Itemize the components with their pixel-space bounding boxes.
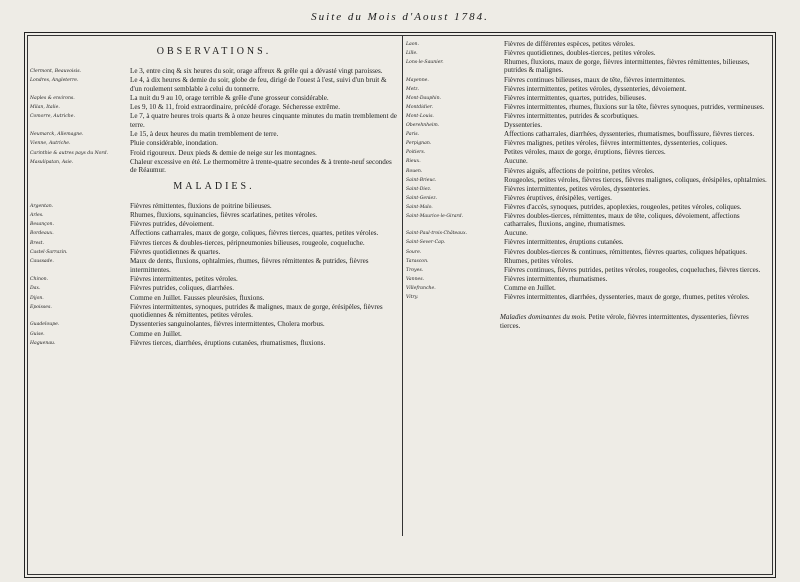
entry-text: Rhumes, petites véroles. — [504, 256, 574, 265]
place-name: Saint-Geniez. — [406, 195, 438, 201]
entry-row — [406, 238, 768, 246]
entry-text: Fièvres quotidiennes, doubles-tierces, petites véroles. — [504, 49, 656, 58]
dominant-diseases-note — [500, 313, 768, 330]
place-name: Montdidier. — [406, 104, 433, 110]
place-name: Saint-Paul-trois-Châteaux. — [406, 231, 468, 237]
dominant-diseases-text: Petite vérole, fièvres intermittentes, dyssenteries, fièvres tierces. — [500, 313, 749, 330]
place-name: Saint-Brieuc. — [406, 177, 437, 183]
entry-row — [30, 220, 398, 228]
place-name: Lille. — [406, 51, 418, 57]
observations-list — [30, 67, 398, 175]
place-name: Paris. — [406, 132, 420, 138]
entry-row — [30, 320, 398, 328]
entry-row — [406, 203, 768, 211]
entry-text: Le 15, à deux heures du matin tremblement de terre. — [130, 130, 279, 139]
entry-row — [406, 121, 768, 129]
entry-row — [406, 248, 768, 256]
place-name: Castel-Sarrazin. — [30, 250, 68, 256]
entry-text: Fièvres doubles-tierces & continues, rémittentes, fièvres quartes, coliques hépatiques. — [504, 247, 748, 256]
entry-row — [406, 40, 768, 48]
place-name: Vitry. — [406, 295, 419, 301]
place-name: Guadeloupe. — [30, 322, 60, 328]
entry-text: Fièvres intermittentes, petites véroles. — [130, 274, 238, 283]
entry-row — [406, 194, 768, 202]
maladies-title: MALADIES. — [173, 180, 255, 192]
entry-row — [406, 212, 768, 229]
entry-row — [406, 76, 768, 84]
place-name: Vienne, Autriche. — [30, 141, 71, 147]
place-name: Londres, Angleterre. — [30, 78, 79, 84]
place-name: Arles. — [30, 212, 44, 218]
entry-row — [30, 239, 398, 247]
entry-row — [406, 130, 768, 138]
entry-row — [406, 49, 768, 57]
entry-row — [406, 229, 768, 237]
entry-text: Fièvres putrides, dévoiement. — [130, 220, 214, 229]
entry-text: Fièvres malignes, petites véroles, fièvres intermittentes, dyssenteries, coliques. — [504, 139, 728, 148]
entry-text: Fièvres continues bilieuses, maux de tête, fièvres intermittentes. — [504, 75, 686, 84]
entry-row — [30, 211, 398, 219]
left-column — [30, 40, 398, 348]
place-name: Poitiers. — [406, 150, 426, 156]
entry-row — [30, 330, 398, 338]
place-name: Mont-Louis. — [406, 113, 434, 119]
entry-text: Le 7, à quatre heures trois quarts & à onze heures cinquante minutes du matin tremblement de terre. — [130, 112, 397, 129]
entry-row — [30, 303, 398, 320]
entry-text: Fièvres putrides, coliques, diarrhées. — [130, 284, 235, 293]
right-column — [406, 40, 768, 331]
entry-text: Affections catharrales, maux de gorge, coliques, fièvres tierces, quartes, petites véroles. — [130, 229, 379, 238]
entry-text: Froid rigoureux. Deux pieds & demie de neige sur les montagnes. — [130, 148, 317, 157]
entry-text: Fièvres doubles-tierces, rémittentes, maux de tête, coliques, dévoiement, affections catharrales, fluxions, angine, rhumatismes. — [504, 211, 740, 229]
place-name: Metz. — [406, 86, 420, 92]
column-divider — [402, 36, 403, 536]
place-name: Laon. — [406, 42, 419, 47]
place-name: Carinthie & autres pays du Nord. — [30, 150, 108, 156]
entry-text: Fièvres tierces & doubles-tierces, péripneumonies bilieuses, rougeole, coqueluche. — [130, 238, 365, 247]
entry-row — [30, 248, 398, 256]
place-name: Villefranche. — [406, 285, 436, 291]
place-name: Rieux. — [406, 159, 421, 165]
place-name: Saint-Malo. — [406, 204, 433, 210]
entry-text: Fièvres d'accès, synoques, putrides, apoplexies, rougeoles, petites véroles, coliques. — [504, 202, 742, 211]
entry-row — [406, 167, 768, 175]
entry-row — [406, 85, 768, 93]
page-header: Suite du Mois d'Aoust 1784. — [311, 11, 489, 23]
entry-text: Rhumes, fluxions, maux de gorge, fièvres intermittentes, fièvres rémittentes, bilieuses, putrides & malignes. — [504, 58, 750, 75]
place-name: Saint-Maurice-le-Girard. — [406, 213, 464, 219]
entry-text: Comme en Juillet. — [504, 283, 556, 292]
place-name: Argentan. — [30, 203, 54, 209]
entry-text: Rhumes, fluxions, squinancies, fièvres scarlatines, petites véroles. — [130, 210, 318, 219]
entry-row — [30, 130, 398, 138]
place-name: Brest. — [30, 240, 44, 246]
place-name: Comorre, Autriche. — [30, 114, 75, 120]
entry-row — [406, 148, 768, 156]
entry-text: Affections catharrales, diarrhées, dyssenteries, rhumatismes, bouffissure, fièvres tierces. — [504, 130, 755, 139]
entry-text: Fièvres intermittentes, petites véroles, dyssenteries. — [504, 184, 650, 193]
entry-text: Fièvres intermittentes, rhumatismes. — [504, 274, 608, 283]
entry-text: Fièvres intermittentes, petites véroles, dyssenteries, dévoiement. — [504, 84, 687, 93]
entry-row — [406, 275, 768, 283]
place-name: Masulipatan, Asie. — [30, 159, 74, 165]
entry-text: Dyssenteries sanguinolantes, fièvres intermittentes, Cholera morbus. — [130, 320, 325, 329]
entry-text: Comme en Juillet. — [130, 329, 182, 338]
entry-text: Fièvres intermittentes, diarrhées, dyssenteries, maux de gorge, rhumes, petites véroles. — [504, 293, 750, 302]
entry-text: Fièvres intermittentes, synoques, putrides & malignes, maux de gorge, érésipèles, fièvres quotidiennes & rémittentes, petites véroles. — [130, 302, 383, 320]
place-name: Naples & environs. — [30, 95, 75, 101]
entry-row — [30, 339, 398, 347]
entry-row — [30, 94, 398, 102]
place-name: Bordeaux. — [30, 231, 54, 237]
entry-text: Fièvres aiguës, affections de poitrine, petites véroles. — [504, 166, 655, 175]
place-name: Neumarck, Allemagne. — [30, 132, 84, 138]
entry-row — [30, 112, 398, 129]
place-name: Saint-Diez. — [406, 186, 432, 192]
entry-text: Fièvres tierces, diarrhées, éruptions cutanées, rhumatismes, fluxions. — [130, 339, 326, 348]
entry-row — [406, 58, 768, 75]
entry-text: Fièvres de différentes espèces, petites véroles. — [504, 40, 635, 48]
entry-text: Fièvres intermittentes, quartes, putrides, bilieuses. — [504, 93, 647, 102]
place-name: Soure. — [406, 249, 422, 255]
place-name: Milan, Italie. — [30, 105, 60, 111]
place-name: Guise. — [30, 331, 45, 337]
entry-row — [30, 67, 398, 75]
place-name: Chinon. — [30, 276, 49, 282]
place-name: Lons-le-Saunier. — [406, 60, 444, 66]
entry-row — [406, 266, 768, 274]
observations-title: OBSERVATIONS. — [156, 46, 272, 57]
entry-text: Fièvres continues, fièvres putrides, petites véroles, rougeoles, coqueluches, fièvres tierces. — [504, 265, 761, 274]
entry-text: Comme en Juillet. Fausses pleurésies, fluxions. — [130, 293, 265, 302]
entry-text: Dyssenteries. — [504, 121, 543, 130]
entry-row — [406, 139, 768, 147]
entry-row — [406, 103, 768, 111]
entry-row — [406, 112, 768, 120]
entry-text: Fièvres intermittentes, rhumes, fluxions sur la tête, fièvres synoques, putrides, vermineuses. — [504, 102, 765, 111]
place-name: Tarascon. — [406, 258, 429, 264]
place-name: Caussade. — [30, 259, 54, 265]
entry-text: La nuit du 9 au 10, orage terrible & grêle d'une grosseur considérable. — [130, 93, 329, 102]
entry-text: Fièvres éruptives, érésipèles, vertiges. — [504, 193, 612, 202]
place-name: Saint-Sever-Cap. — [406, 240, 446, 246]
entry-row — [30, 275, 398, 283]
entry-row — [30, 229, 398, 237]
entry-text: Fièvres rémittentes, fluxions de poitrine bilieuses. — [130, 201, 272, 210]
entry-text: Chaleur excessive en été. Le thermomètre à trente-quatre secondes & à trente-neuf secondes de Réaumur. — [130, 157, 392, 175]
dominant-diseases-label: Maladies dominantes du mois. — [500, 313, 587, 322]
entry-text: Fièvres intermittentes, putrides & scorbutiques. — [504, 111, 639, 120]
place-name: Dijon. — [30, 295, 44, 301]
maladies-right-list — [406, 40, 768, 301]
entry-text: Le 4, à dix heures & demie du soir, globe de feu, dirigé de l'ouest à l'est, suivi d'un bruit & d'un roulement semblable à celui du tonnerre. — [130, 76, 387, 93]
place-name: Rouen. — [406, 168, 423, 174]
entry-text: Aucune. — [504, 157, 528, 166]
entry-row — [406, 157, 768, 165]
entry-row — [30, 139, 398, 147]
entry-row — [406, 94, 768, 102]
maladies-left-list — [30, 202, 398, 348]
entry-text: Maux de dents, fluxions, ophtalmies, rhumes, fièvres rémittentes & putrides, fièvres intermittentes. — [130, 257, 369, 274]
entry-row — [30, 149, 398, 157]
place-name: Mont-Dauphin. — [406, 95, 441, 101]
place-name: Besançon. — [30, 222, 54, 228]
entry-text: Rougeoles, petites véroles, fièvres tierces, fièvres malignes, coliques, érésipèles, ophtalmies. — [504, 175, 767, 184]
entry-row — [30, 103, 398, 111]
entry-text: Le 3, entre cinq & six heures du soir, orage affreux & grêle qui a dévasté vingt paroisses. — [130, 67, 383, 75]
entry-text: Petites véroles, maux de gorge, éruptions, fièvres tierces. — [504, 148, 666, 157]
entry-row — [406, 176, 768, 184]
entry-row — [406, 185, 768, 193]
entry-text: Les 9, 10 & 11, froid extraordinaire, précédé d'orage. Sécheresse extrême. — [130, 103, 340, 112]
place-name: Mayenne. — [406, 77, 429, 83]
place-name: Perpignan. — [406, 141, 432, 147]
entry-row — [406, 257, 768, 265]
entry-row — [30, 284, 398, 292]
place-name: Troyes. — [406, 267, 424, 273]
place-name: Haguenau. — [30, 341, 56, 347]
entry-row — [406, 284, 768, 292]
place-name: Dax. — [30, 286, 41, 292]
place-name: Oberehnheim. — [406, 123, 440, 129]
place-name: Clermont, Beauvoisis. — [30, 69, 82, 74]
entry-text: Aucune. — [504, 229, 528, 238]
entry-text: Pluie considérable, inondation. — [130, 139, 218, 148]
entry-row — [30, 294, 398, 302]
entry-row — [406, 293, 768, 301]
entry-text: Fièvres intermittentes, éruptions cutanées. — [504, 238, 624, 247]
entry-row — [30, 257, 398, 274]
entry-row — [30, 202, 398, 210]
entry-row — [30, 76, 398, 93]
entry-text: Fièvres quotidiennes & quartes. — [130, 248, 221, 257]
entry-row — [30, 158, 398, 175]
place-name: Epoisses. — [30, 304, 52, 310]
place-name: Vannes. — [406, 276, 425, 282]
